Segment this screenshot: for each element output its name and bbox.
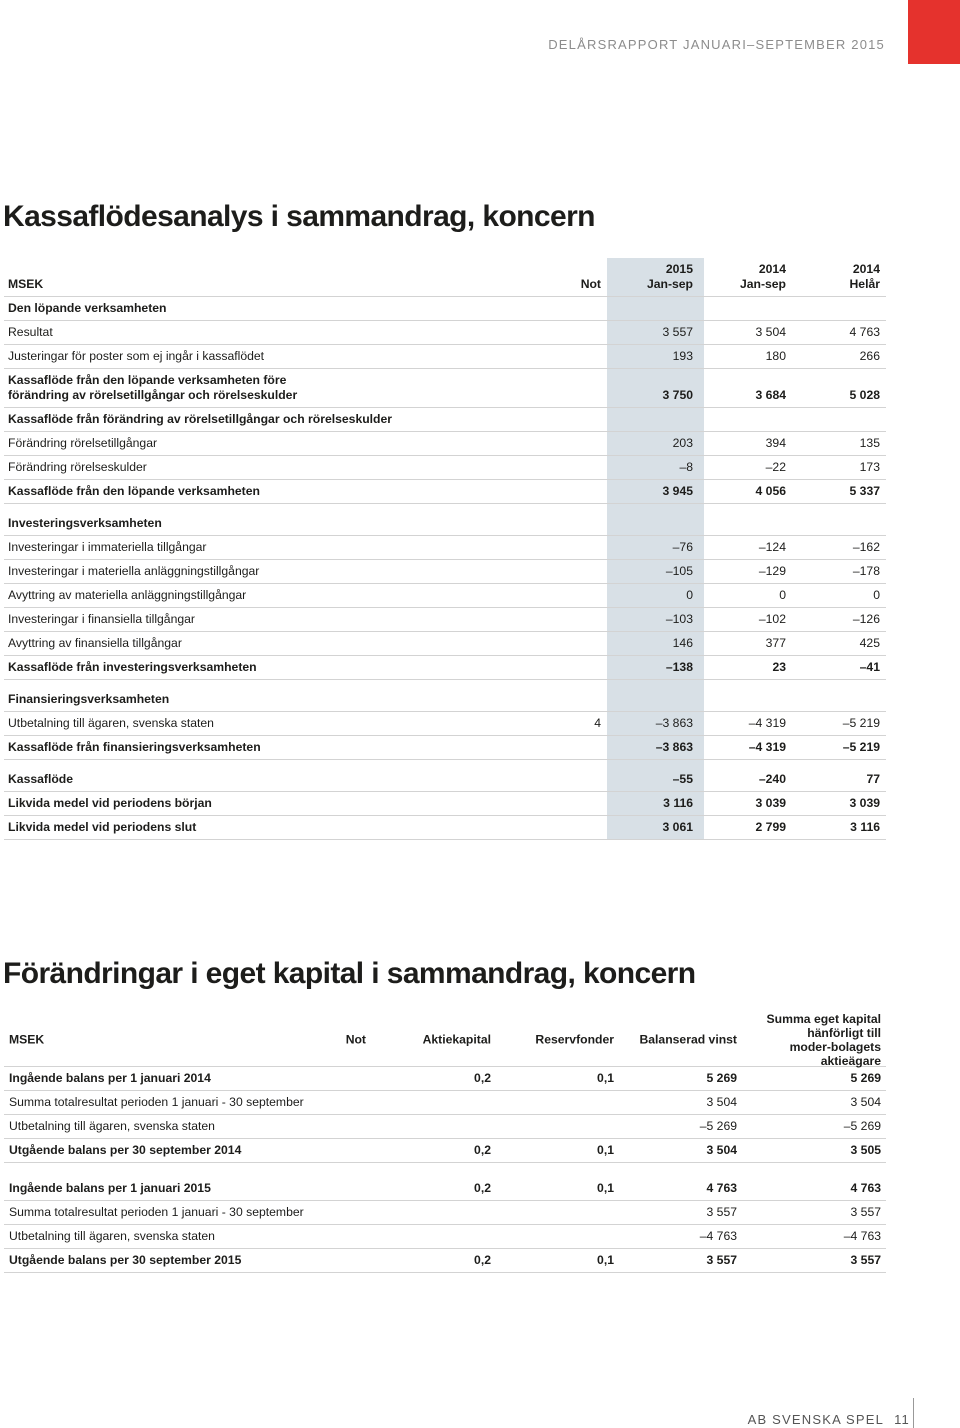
equity-table: [4, 1014, 886, 1273]
cell-value: 0,1: [597, 1181, 614, 1195]
aktiekapital-header: Aktiekapital: [422, 1032, 491, 1047]
footer: [748, 1412, 910, 1427]
cell-value: –240: [758, 772, 786, 786]
row-label: Avyttring av finansiella tillgångar: [8, 636, 182, 650]
cell-value: 0,2: [474, 1253, 491, 1267]
cell-value: 2 799: [755, 820, 786, 834]
cell-value: 3 684: [755, 388, 786, 402]
cell-value: 180: [765, 349, 786, 363]
cell-value: 5 028: [849, 388, 880, 402]
cell-value: 425: [859, 636, 880, 650]
cell-value: 3 504: [706, 1095, 737, 1109]
cell-value: –8: [679, 460, 693, 474]
cell-value: –4 763: [699, 1229, 737, 1243]
cell-value: –4 319: [748, 740, 786, 754]
cell-value: 3 039: [849, 796, 880, 810]
cashflow-header-row: [4, 258, 886, 297]
table-row: [4, 688, 886, 712]
cell-value: –178: [852, 564, 880, 578]
cell-value: –5 269: [843, 1119, 881, 1133]
row-label: Kassaflöde från förändring av rörelsetillgångar och rörelseskulder: [8, 412, 393, 426]
table-row: [4, 345, 886, 369]
row-label: Investeringar i materiella anläggningstillgångar: [8, 564, 260, 578]
cell-value: 5 337: [849, 484, 880, 498]
cell-value: 3 557: [706, 1253, 737, 1267]
cell-value: –3 863: [655, 716, 693, 730]
row-label: Likvida medel vid periodens slut: [8, 820, 197, 834]
row-label: Summa totalresultat perioden 1 januari - 30 september: [9, 1095, 304, 1109]
table-row: [4, 1139, 886, 1163]
table-row: [4, 712, 886, 736]
table-row: [4, 480, 886, 504]
table-row: [4, 608, 886, 632]
cell-value: 3 039: [755, 796, 786, 810]
cell-value: –103: [665, 612, 693, 626]
reservfonder-header: Reservfonder: [535, 1032, 614, 1047]
cell-value: 3 116: [663, 796, 693, 810]
table-row: [4, 408, 886, 432]
cell-value: 0,1: [597, 1143, 614, 1157]
cell-value: 5 269: [706, 1071, 737, 1085]
cell-value: –105: [665, 564, 693, 578]
cell-value: 3 504: [850, 1095, 881, 1109]
cell-value: 3 945: [662, 484, 693, 498]
cashflow-table: [4, 258, 886, 840]
cell-value: 0,1: [597, 1253, 614, 1267]
cell-value: 173: [859, 460, 880, 474]
cell-value: –41: [859, 660, 880, 674]
cell-value: 0: [873, 588, 880, 602]
row-label: Kassaflöde från finansieringsverksamheten: [8, 740, 261, 754]
balanserad-vinst-header: Balanserad vinst: [639, 1032, 737, 1047]
row-label: Ingående balans per 1 januari 2014: [9, 1071, 211, 1085]
table-row: [4, 536, 886, 560]
footer-divider: [913, 1398, 914, 1428]
table-row: [4, 560, 886, 584]
table-row: [4, 321, 886, 345]
table-row: [4, 768, 886, 792]
cell-value: 4 763: [850, 1181, 881, 1195]
row-label: Finansieringsverksamheten: [8, 692, 170, 706]
cell-value: –5 269: [699, 1119, 737, 1133]
row-label: Ingående balans per 1 januari 2015: [9, 1181, 211, 1195]
cell-value: 3 505: [850, 1143, 881, 1157]
table-row: [4, 1091, 886, 1115]
row-label: Utgående balans per 30 september 2014: [9, 1143, 242, 1157]
equity-title: Förändringar i eget kapital i sammandrag, koncern: [3, 957, 696, 990]
msek-header: MSEK: [8, 277, 44, 291]
cell-value: –4 319: [748, 716, 786, 730]
cell-value: 5 269: [850, 1071, 881, 1085]
cell-value: 135: [859, 436, 880, 450]
cell-value: 0: [686, 588, 693, 602]
cell-value: 394: [765, 436, 786, 450]
col-2014-jansep-header: 2014 Jan-sep: [739, 262, 786, 291]
col-2014-helar-header: 2014 Helår: [849, 262, 880, 291]
cell-value: 203: [672, 436, 693, 450]
row-label: Förändring rörelseskulder: [8, 460, 147, 474]
equity-header-row: [4, 1014, 886, 1067]
cell-value: –102: [758, 612, 786, 626]
cashflow-title: Kassaflödesanalys i sammandrag, koncern: [3, 200, 595, 233]
cell-value: 4 056: [755, 484, 786, 498]
cell-value: –126: [852, 612, 880, 626]
row-label: Investeringsverksamheten: [8, 516, 162, 530]
cell-value: –76: [672, 540, 693, 554]
row-label: Utgående balans per 30 september 2015: [9, 1253, 242, 1267]
not-header: Not: [580, 277, 601, 291]
col-2015-jansep-header: 2015 Jan-sep: [646, 262, 693, 291]
cell-value: –138: [665, 660, 693, 674]
cell-value: 23: [772, 660, 786, 674]
company-name: AB SVENSKA SPEL: [747, 1412, 885, 1427]
cell-value: 3 557: [850, 1205, 881, 1219]
cell-value: 77: [866, 772, 880, 786]
table-row: [4, 1177, 886, 1201]
cell-value: 266: [859, 349, 880, 363]
table-row: [4, 584, 886, 608]
note-ref: 4: [594, 716, 601, 730]
cell-value: 3 116: [850, 820, 880, 834]
cell-value: 0,2: [474, 1143, 491, 1157]
cell-value: –3 863: [655, 740, 693, 754]
table-row: [4, 1201, 886, 1225]
cell-value: –22: [765, 460, 786, 474]
cell-value: –162: [852, 540, 880, 554]
table-row: [4, 297, 886, 321]
table-row: [4, 736, 886, 760]
cell-value: 3 557: [662, 325, 693, 339]
row-label: Den löpande verksamheten: [8, 301, 167, 315]
cell-value: 3 557: [850, 1253, 881, 1267]
row-label: Summa totalresultat perioden 1 januari - 30 september: [9, 1205, 304, 1219]
table-row: [4, 656, 886, 680]
cell-value: –124: [758, 540, 786, 554]
cell-value: 0,1: [597, 1071, 614, 1085]
row-label: Resultat: [8, 325, 53, 339]
not-header: Not: [345, 1032, 366, 1047]
row-label: Avyttring av materiella anläggningstillgångar: [8, 588, 247, 602]
cell-value: –5 219: [842, 740, 880, 754]
row-label: Kassaflöde från den löpande verksamheten före förändring av rörelsetillgångar och rörelseskulder: [8, 373, 298, 402]
cell-value: 4 763: [849, 325, 880, 339]
row-label: Utbetalning till ägaren, svenska staten: [9, 1229, 215, 1243]
row-label: Likvida medel vid periodens början: [8, 796, 212, 810]
cell-value: –55: [672, 772, 693, 786]
table-row: [4, 632, 886, 656]
cell-value: –5 219: [842, 716, 880, 730]
cell-value: 3 557: [706, 1205, 737, 1219]
page-number: 11: [894, 1412, 910, 1427]
row-label: Investeringar i immateriella tillgångar: [8, 540, 207, 554]
cell-value: 4 763: [706, 1181, 737, 1195]
row-label: Utbetalning till ägaren, svenska staten: [9, 1119, 215, 1133]
table-row: [4, 1225, 886, 1249]
cell-value: –129: [758, 564, 786, 578]
table-row: [4, 456, 886, 480]
row-label: Förändring rörelsetillgångar: [8, 436, 158, 450]
table-row: [4, 1249, 886, 1273]
cell-value: 193: [672, 349, 693, 363]
row-label: Investeringar i finansiella tillgångar: [8, 612, 195, 626]
cell-value: 0: [779, 588, 786, 602]
table-row: [4, 369, 886, 408]
row-label: Justeringar för poster som ej ingår i kassaflödet: [8, 349, 265, 363]
table-row: [4, 816, 886, 840]
table-row: [4, 1067, 886, 1091]
report-header: DELÅRSRAPPORT JANUARI–SEPTEMBER 2015: [548, 37, 885, 52]
row-label: Kassaflöde från den löpande verksamheten: [8, 484, 260, 498]
cell-value: 3 750: [662, 388, 693, 402]
row-label: Kassaflöde: [8, 772, 74, 786]
cell-value: –4 763: [843, 1229, 881, 1243]
table-row: [4, 432, 886, 456]
cell-value: 3 061: [662, 820, 693, 834]
table-row: [4, 792, 886, 816]
summa-eget-kapital-header: Summa eget kapital hänförligt till moder-bolagets aktieägare: [766, 1012, 881, 1068]
cell-value: 0,2: [474, 1071, 491, 1085]
cell-value: 3 504: [706, 1143, 737, 1157]
cell-value: 377: [765, 636, 786, 650]
table-row: [4, 512, 886, 536]
row-label: Kassaflöde från investeringsverksamheten: [8, 660, 257, 674]
cell-value: 146: [672, 636, 693, 650]
row-label: Utbetalning till ägaren, svenska staten: [8, 716, 214, 730]
accent-tab: [908, 0, 960, 64]
table-row: [4, 1115, 886, 1139]
cell-value: 3 504: [755, 325, 786, 339]
cell-value: 0,2: [474, 1181, 491, 1195]
msek-header: MSEK: [9, 1032, 45, 1047]
